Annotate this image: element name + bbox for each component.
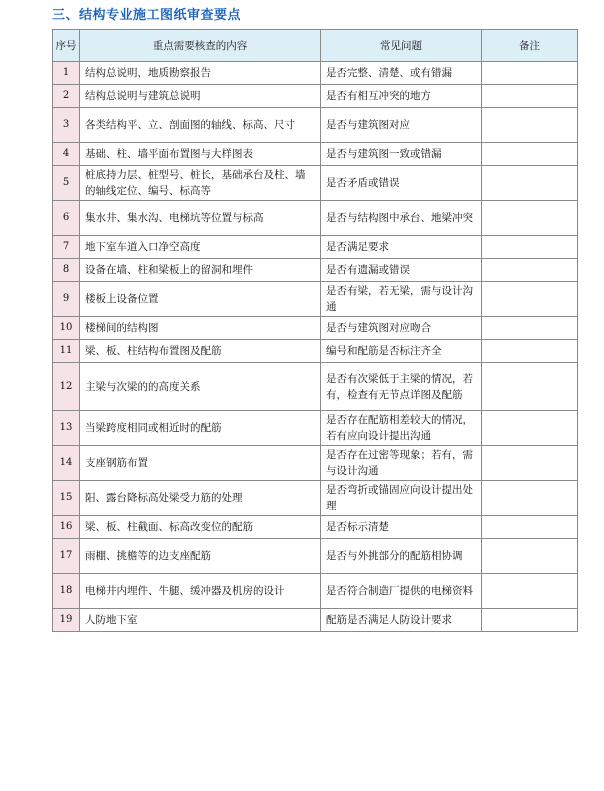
row-issue: 是否完整、清楚、或有错漏 — [321, 62, 482, 85]
table-body — [53, 62, 578, 632]
row-note — [482, 446, 578, 481]
section-title: 三、结构专业施工图纸审查要点 — [52, 8, 242, 23]
row-content: 桩底持力层、桩型号、桩长，基础承台及柱、墙的轴线定位、编号、标高等 — [80, 166, 321, 201]
row-number: 15 — [53, 481, 80, 516]
row-issue: 是否存在过密等现象；若有，需与设计沟通 — [321, 446, 482, 481]
row-number: 7 — [53, 236, 80, 259]
row-number: 11 — [53, 340, 80, 363]
row-note — [482, 411, 578, 446]
table-row — [53, 236, 578, 259]
row-content: 雨棚、挑檐等的边支座配筋 — [80, 539, 321, 574]
table-row — [53, 201, 578, 236]
table-row — [53, 340, 578, 363]
row-content: 楼板上设备位置 — [80, 282, 321, 317]
row-issue: 是否有遗漏或错误 — [321, 259, 482, 282]
table-row — [53, 516, 578, 539]
row-number: 10 — [53, 317, 80, 340]
row-note — [482, 108, 578, 143]
row-number: 6 — [53, 201, 80, 236]
row-note — [482, 259, 578, 282]
row-note — [482, 363, 578, 411]
row-content: 支座钢筋布置 — [80, 446, 321, 481]
header-content: 重点需要核查的内容 — [80, 30, 321, 62]
row-number: 18 — [53, 574, 80, 609]
row-note — [482, 282, 578, 317]
row-note — [482, 236, 578, 259]
row-note — [482, 166, 578, 201]
table-row — [53, 317, 578, 340]
row-note — [482, 539, 578, 574]
table-row — [53, 574, 578, 609]
row-content: 主梁与次梁的的高度关系 — [80, 363, 321, 411]
table-row — [53, 282, 578, 317]
row-content: 集水井、集水沟、电梯坑等位置与标高 — [80, 201, 321, 236]
row-content: 梁、板、柱结构布置图及配筋 — [80, 340, 321, 363]
row-issue: 是否弯折或锚固应向设计提出处理 — [321, 481, 482, 516]
row-issue: 编号和配筋是否标注齐全 — [321, 340, 482, 363]
table-row — [53, 143, 578, 166]
table-row — [53, 539, 578, 574]
row-content: 地下室车道入口净空高度 — [80, 236, 321, 259]
row-number: 17 — [53, 539, 80, 574]
row-content: 阳、露台降标高处梁受力筋的处理 — [80, 481, 321, 516]
row-issue: 是否有相互冲突的地方 — [321, 85, 482, 108]
table-row — [53, 363, 578, 411]
row-note — [482, 85, 578, 108]
row-note — [482, 609, 578, 632]
row-issue: 是否与外挑部分的配筋相协调 — [321, 539, 482, 574]
row-number: 19 — [53, 609, 80, 632]
row-number: 5 — [53, 166, 80, 201]
row-issue: 是否与建筑图对应吻合 — [321, 317, 482, 340]
row-content: 结构总说明，地质勘察报告 — [80, 62, 321, 85]
row-note — [482, 516, 578, 539]
table-row — [53, 108, 578, 143]
row-number: 3 — [53, 108, 80, 143]
row-note — [482, 62, 578, 85]
row-number: 2 — [53, 85, 80, 108]
row-issue: 是否与建筑图一致或错漏 — [321, 143, 482, 166]
row-number: 4 — [53, 143, 80, 166]
table-row — [53, 446, 578, 481]
row-issue: 是否满足要求 — [321, 236, 482, 259]
row-note — [482, 201, 578, 236]
row-content: 电梯井内埋件、牛腿、缓冲器及机房的设计 — [80, 574, 321, 609]
row-number: 9 — [53, 282, 80, 317]
table-row — [53, 481, 578, 516]
row-content: 结构总说明与建筑总说明 — [80, 85, 321, 108]
row-issue: 是否矛盾或错误 — [321, 166, 482, 201]
table-row — [53, 259, 578, 282]
row-number: 1 — [53, 62, 80, 85]
row-issue: 配筋是否满足人防设计要求 — [321, 609, 482, 632]
row-note — [482, 481, 578, 516]
table-row — [53, 85, 578, 108]
row-issue: 是否有次梁低于主梁的情况，若有，检查有无节点详图及配筋 — [321, 363, 482, 411]
table-row — [53, 62, 578, 85]
row-content: 基础、柱、墙平面布置图与大样图表 — [80, 143, 321, 166]
row-issue: 是否标示清楚 — [321, 516, 482, 539]
row-note — [482, 317, 578, 340]
row-number: 13 — [53, 411, 80, 446]
table-row — [53, 609, 578, 632]
row-content: 设备在墙、柱和梁板上的留洞和埋件 — [80, 259, 321, 282]
table-header-row — [53, 30, 578, 62]
table-row — [53, 411, 578, 446]
row-content: 当梁跨度相同或相近时的配筋 — [80, 411, 321, 446]
table-row — [53, 166, 578, 201]
row-content: 楼梯间的结构图 — [80, 317, 321, 340]
row-note — [482, 340, 578, 363]
row-number: 16 — [53, 516, 80, 539]
row-issue: 是否与建筑图对应 — [321, 108, 482, 143]
row-issue: 是否有梁，若无梁，需与设计沟通 — [321, 282, 482, 317]
row-issue: 是否与结构图中承台、地梁冲突 — [321, 201, 482, 236]
header-no: 序号 — [53, 30, 80, 62]
row-note — [482, 143, 578, 166]
header-note: 备注 — [482, 30, 578, 62]
row-number: 8 — [53, 259, 80, 282]
row-number: 14 — [53, 446, 80, 481]
row-number: 12 — [53, 363, 80, 411]
header-issue: 常见问题 — [321, 30, 482, 62]
row-content: 梁、板、柱截面、标高改变位的配筋 — [80, 516, 321, 539]
row-content: 各类结构平、立、剖面图的轴线、标高、尺寸 — [80, 108, 321, 143]
row-issue: 是否存在配筋相差较大的情况，若有应向设计提出沟通 — [321, 411, 482, 446]
row-issue: 是否符合制造厂提供的电梯资料 — [321, 574, 482, 609]
row-note — [482, 574, 578, 609]
row-content: 人防地下室 — [80, 609, 321, 632]
review-checklist-table — [52, 29, 578, 632]
